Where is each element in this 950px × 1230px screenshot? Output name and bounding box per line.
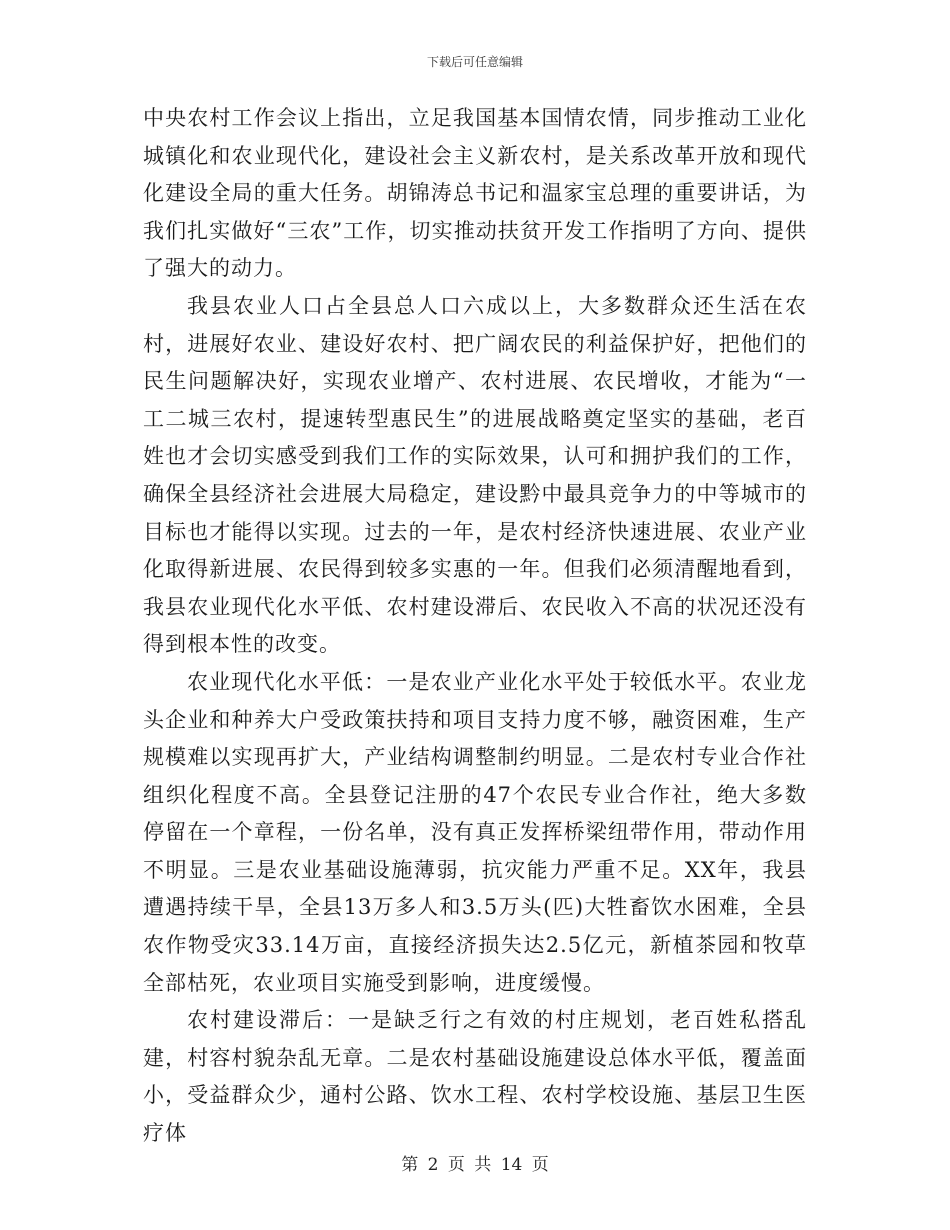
page-footer: 第 2 页 共 14 页 [401,1155,549,1175]
paragraph-3: 农业现代化水平低：一是农业产业化水平处于较低水平。农业龙头企业和种养大户受政策扶持和项目支持力度不够，融资困难，生产规模难以实现再扩大，产业结构调整制约明显。二是农村专业合作社组织化程度不高。全县登记注册的47个农民专业合作社，绝大多数停留在一个章程，一份名单，没有真正发挥桥梁纽带作用，带动作用不明显。三是农业基础设施薄弱，抗灾能力严重不足。XX年，我县遭遇持续干旱，全县13万多人和3.5万头(匹)大牲畜饮水困难，全县农作物受灾33.14万亩，直接经济损失达2.5亿元，新植茶园和牧草全部枯死，农业项目实施受到影响，进度缓慢。 [143,669,807,995]
paragraph-1: 中央农村工作会议上指出，立足我国基本国情农情，同步推动工业化城镇化和农业现代化，建设社会主义新农村，是关系改革开放和现代化建设全局的重大任务。胡锦涛总书记和温家宝总理的重要讲话，为我们扎实做好“三农”工作，切实推动扶贫开发工作指明了方向、提供了强大的动力。 [143,106,807,281]
paragraph-4: 农村建设滞后：一是缺乏行之有效的村庄规划，老百姓私搭乱建，村容村貌杂乱无章。二是农村基础设施建设总体水平低，覆盖面小，受益群众少，通村公路、饮水工程、农村学校设施、基层卫生医疗体 [143,1008,807,1146]
paragraph-2: 我县农业人口占全县总人口六成以上，大多数群众还生活在农村，进展好农业、建设好农村、把广阔农民的利益保护好，把他们的民生问题解决好，实现农业增产、农村进展、农民增收，才能为“一工二城三农村，提速转型惠民生”的进展战略奠定坚实的基础，老百姓也才会切实感受到我们工作的实际效果，认可和拥护我们的工作，确保全县经济社会进展大局稳定，建设黔中最具竞争力的中等城市的目标也才能得以实现。过去的一年，是农村经济快速进展、农业产业化取得新进展、农民得到较多实惠的一年。但我们必须清醒地看到，我县农业现代化水平低、农村建设滞后、农民收入不高的状况还没有得到根本性的改变。 [143,293,807,657]
document-body [143,100,807,1153]
page-header: 下载后可任意编辑 [426,55,523,69]
